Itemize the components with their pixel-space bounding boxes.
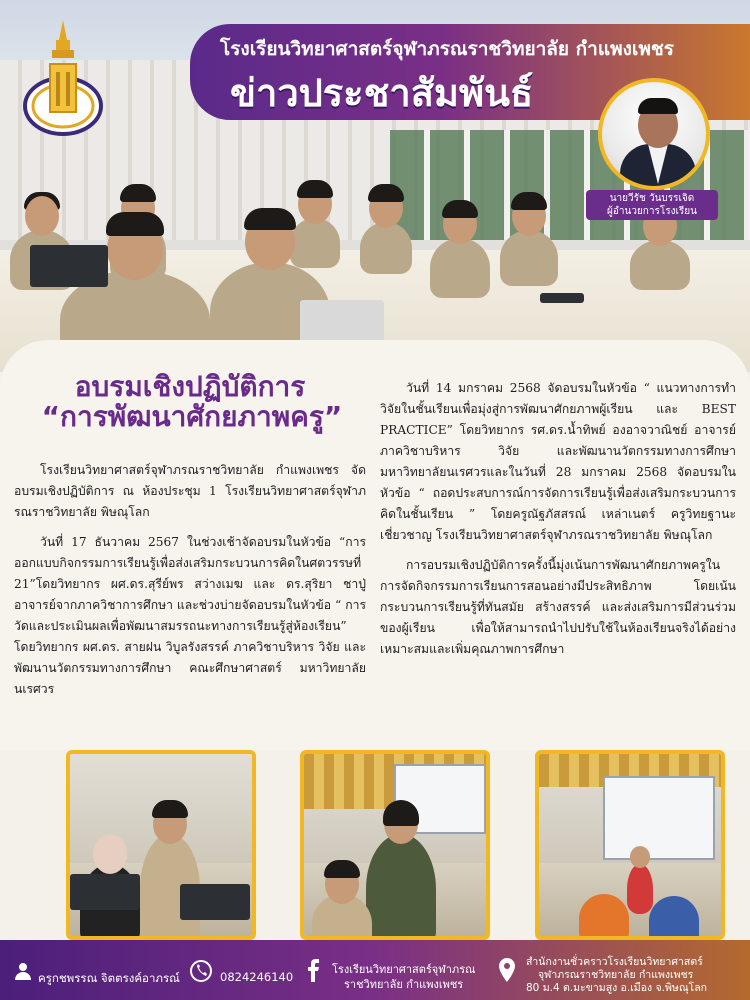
- phone-number[interactable]: 0824246140: [220, 970, 294, 984]
- laptop: [30, 245, 108, 287]
- school-crest-icon: [20, 18, 106, 140]
- paragraph: วันที่ 14 มกราคม 2568 จัดอบรมในหัวข้อ “ แนวทางการทำวิจัยในชั้นเรียนเพื่อมุ่งสู่การพัฒนาศักยภาพผู้เรียน และ BEST PRACTICE” โดยวิทยากร รศ.ดร.น้ำทิพย์ องอาจวาณิชย์ อาจารย์ภาควิชาบริหาร วิจัย และพัฒนานวัตกรรมทางการศึกษา มหาวิทยาลัยนเรศวรและในวันที่ 28 มกราคม 2568 จัดอบรมในหัวข้อ “ ถอดประสบการณ์การจัดการเรียนรู้เพื่อส่งเสริมกระบวนการคิดในชั้นเรียน ” โดยครูณัฐภัสสรณ์ เหล่าเนตร์ ครูวิทยฐานะเชี่ยวชาญ โรงเรียนวิทยาศาสตร์จุฬาภรณราชวิทยาลัย พิษณุโลก: [380, 381, 736, 542]
- footer-bar: [0, 940, 750, 1000]
- director-position: ผู้อำนวยการโรงเรียน: [607, 206, 697, 217]
- event-photo: [300, 750, 490, 940]
- director-name: นายวีรัช วันบรรเจิด: [609, 193, 695, 204]
- director-photo: [598, 78, 710, 190]
- event-photo: [535, 750, 725, 940]
- location-pin-icon: [498, 958, 516, 982]
- event-photo: [66, 750, 256, 940]
- attendee: [290, 218, 340, 268]
- facebook-page-line1[interactable]: โรงเรียนวิทยาศาสตร์จุฬาภรณ: [332, 963, 476, 976]
- article-column-left: [14, 460, 366, 709]
- director-caption: [586, 190, 718, 220]
- article-column-right: [380, 378, 736, 669]
- paragraph: การอบรมเชิงปฏิบัติการครั้งนี้มุ่งเน้นการพัฒนาศักยภาพครูในการจัดกิจกรรมการเรียนการสอนอย่างมีประสิทธิภาพ โดยเน้นกระบวนการเรียนรู้ที่ทันสมัย สร้างสรรค์ และส่งเสริมการมีส่วนร่วมของผู้เรียน เพื่อให้สามารถนำไปปรับใช้ในห้องเรียนจริงได้อย่างเหมาะสมและเพิ่มคุณภาพการศึกษา: [380, 558, 736, 656]
- paragraph: โรงเรียนวิทยาศาสตร์จุฬาภรณราชวิทยาลัย กำแพงเพชร จัดอบรมเชิงปฏิบัติการ ณ ห้องประชุม 1 โรงเรียนวิทยาศาสตร์จุฬาภรณราชวิทยาลัย พิษณุโลก: [14, 463, 366, 519]
- attendee: [630, 240, 690, 290]
- facebook-page-line2[interactable]: ราชวิทยาลัย กำแพงเพชร: [344, 978, 464, 991]
- article-title: อบรมเชิงปฏิบัติการ: [74, 370, 306, 403]
- facebook-icon: [306, 958, 320, 982]
- attendee: [430, 238, 490, 298]
- person-icon: [14, 962, 32, 980]
- reporter-name: ครูกชพรรณ จิตตรงค์อาภรณ์: [38, 971, 180, 985]
- laptop: [540, 293, 584, 303]
- phone-icon: [190, 960, 212, 982]
- address-line1: สำนักงานชั่วคราวโรงเรียนวิทยาศาสตร์: [526, 956, 703, 968]
- article-subtitle: “การพัฒนาศักยภาพครู”: [41, 400, 343, 433]
- attendee: [500, 230, 558, 286]
- attendee: [360, 222, 412, 274]
- paragraph: วันที่ 17 ธันวาคม 2567 ในช่วงเช้าจัดอบรมในหัวข้อ “การออกแบบกิจกรรมการเรียนรู้เพื่อส่งเสริมกระบวนการคิดในศตวรรษที่ 21”โดยวิทยากร ผศ.ดร.สุรีย์พร สว่างเมฆ และ ดร.สุริยา ชาปู่ อาจารย์จากภาควิชาการศึกษา และช่วงบ่ายจัดอบรมในหัวข้อ “ การวัดและประเมินผลเพื่อพัฒนาสมรรถนะทางการเรียนรู้สู่ห้องเรียน” โดยวิทยากร ผศ.ดร. สายฝน วิบูลรังสรรค์ ภาควิชาบริหาร วิจัย และพัฒนานวัตกรรมทางการศึกษา คณะศึกษาศาสตร์ มหาวิทยาลัยนเรศวร: [14, 535, 366, 696]
- address-line3: 80 ม.4 ต.มะขามสูง อ.เมือง จ.พิษณุโลก: [526, 982, 707, 994]
- school-name: โรงเรียนวิทยาศาสตร์จุฬาภรณราชวิทยาลัย กำแพงเพชร: [220, 38, 675, 60]
- address-line2: จุฬาภรณราชวิทยาลัย กำแพงเพชร: [538, 969, 694, 981]
- section-title: ข่าวประชาสัมพันธ์: [230, 71, 534, 115]
